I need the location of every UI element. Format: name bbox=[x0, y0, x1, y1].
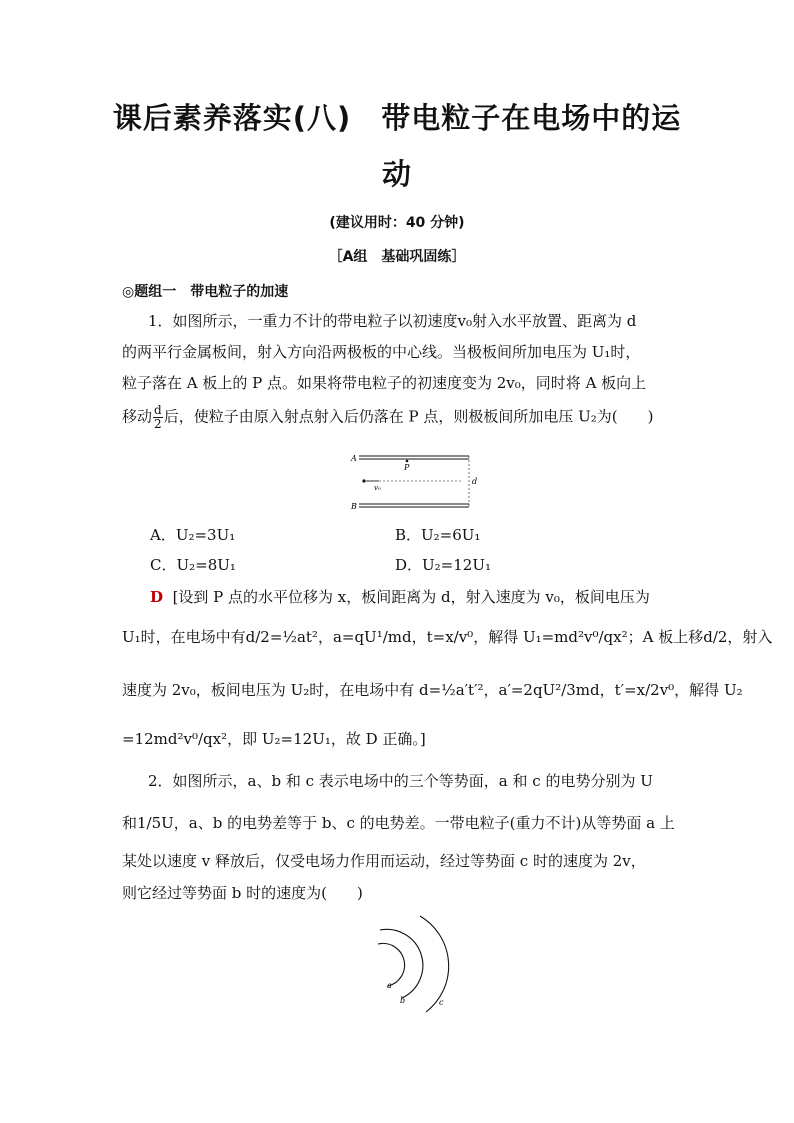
q1-text-line1: 1．如图所示，一重力不计的带电粒子以初速度v₀射入水平放置、距离为 d bbox=[148, 312, 637, 330]
q1-text-line4a: 移动 bbox=[122, 407, 153, 426]
surface-b-label: b bbox=[400, 996, 406, 1005]
equipotential-figure bbox=[360, 912, 470, 1024]
q1-text-line2: 的两平行金属板间，射入方向沿两极板的中心线。当极板间所加电压为 U₁时， bbox=[122, 343, 641, 361]
q1-solution-line4: =12md²v⁰/qx²，即 U₂=12U₁，故 D 正确。] bbox=[122, 730, 426, 748]
distance-d-label: d bbox=[472, 477, 478, 486]
group-label: ［A组 基础巩固练］ bbox=[328, 249, 466, 265]
parallel-plates-figure bbox=[345, 450, 480, 514]
q1-solution-line3: 速度为 2v₀，板间电压为 U₂时，在电场中有 d=½a′t′²，a′=2qU²/3md，t′=x/2v⁰，解得 U₂ bbox=[122, 681, 743, 699]
option-d[interactable]: D．U₂=12U₁ bbox=[395, 556, 491, 574]
q1-solution-line2: U₁时，在电场中有d/2=½at²，a=qU¹/md，t=x/v⁰，解得 U₁=md²v⁰/qx²；A 板上移d/2，射入 bbox=[122, 628, 773, 646]
surface-a-label: a bbox=[387, 981, 392, 990]
q2-text-line3: 某处以速度 v 释放后，仅受电场力作用而运动，经过等势面 c 时的速度为 2v， bbox=[122, 852, 646, 870]
plate-a-label: A bbox=[351, 454, 357, 463]
q2-text-line1: 2．如图所示，a、b 和 c 表示电场中的三个等势面，a 和 c 的电势分别为 U bbox=[148, 772, 653, 790]
q1-answer: D bbox=[150, 588, 164, 606]
option-b[interactable]: B．U₂=6U₁ bbox=[395, 526, 481, 544]
v0-label: v₀ bbox=[374, 484, 381, 492]
q1-text-line4 bbox=[122, 404, 653, 431]
q1-text-line3: 粒子落在 A 板上的 P 点。如果将带电粒子的初速度变为 2v₀，同时将 A 板向上 bbox=[122, 374, 647, 392]
plate-b-label: B bbox=[351, 502, 357, 511]
q1-text-line4b: 后，使粒子由原入射点射入后仍落在 P 点，则极板间所加电压 U₂为( ) bbox=[163, 407, 654, 426]
option-a[interactable]: A．U₂=3U₁ bbox=[150, 526, 236, 544]
q2-text-line2: 和1/5U，a、b 的电势差等于 b、c 的电势差。一带电粒子(重力不计)从等势面 a 上 bbox=[122, 814, 675, 832]
section-heading: ◎题组一 带电粒子的加速 bbox=[122, 284, 289, 300]
q2-text-line4: 则它经过等势面 b 时的速度为( ) bbox=[122, 884, 363, 902]
page-title: 课后素养落实(八) 带电粒子在电场中的运 bbox=[112, 101, 682, 135]
point-p-label: P bbox=[404, 463, 410, 472]
fraction-d-over-2: $\frac{d}{2}$ bbox=[154, 403, 162, 431]
q1-solution-line1: D [设到 P 点的水平位移为 x，板间距离为 d，射入速度为 v₀，板间电压为 bbox=[150, 588, 650, 606]
option-c[interactable]: C．U₂=8U₁ bbox=[150, 556, 236, 574]
page-title-cont: 动 bbox=[381, 157, 412, 191]
suggested-time: (建议用时：40 分钟) bbox=[329, 215, 465, 231]
surface-c-label: c bbox=[439, 998, 444, 1007]
